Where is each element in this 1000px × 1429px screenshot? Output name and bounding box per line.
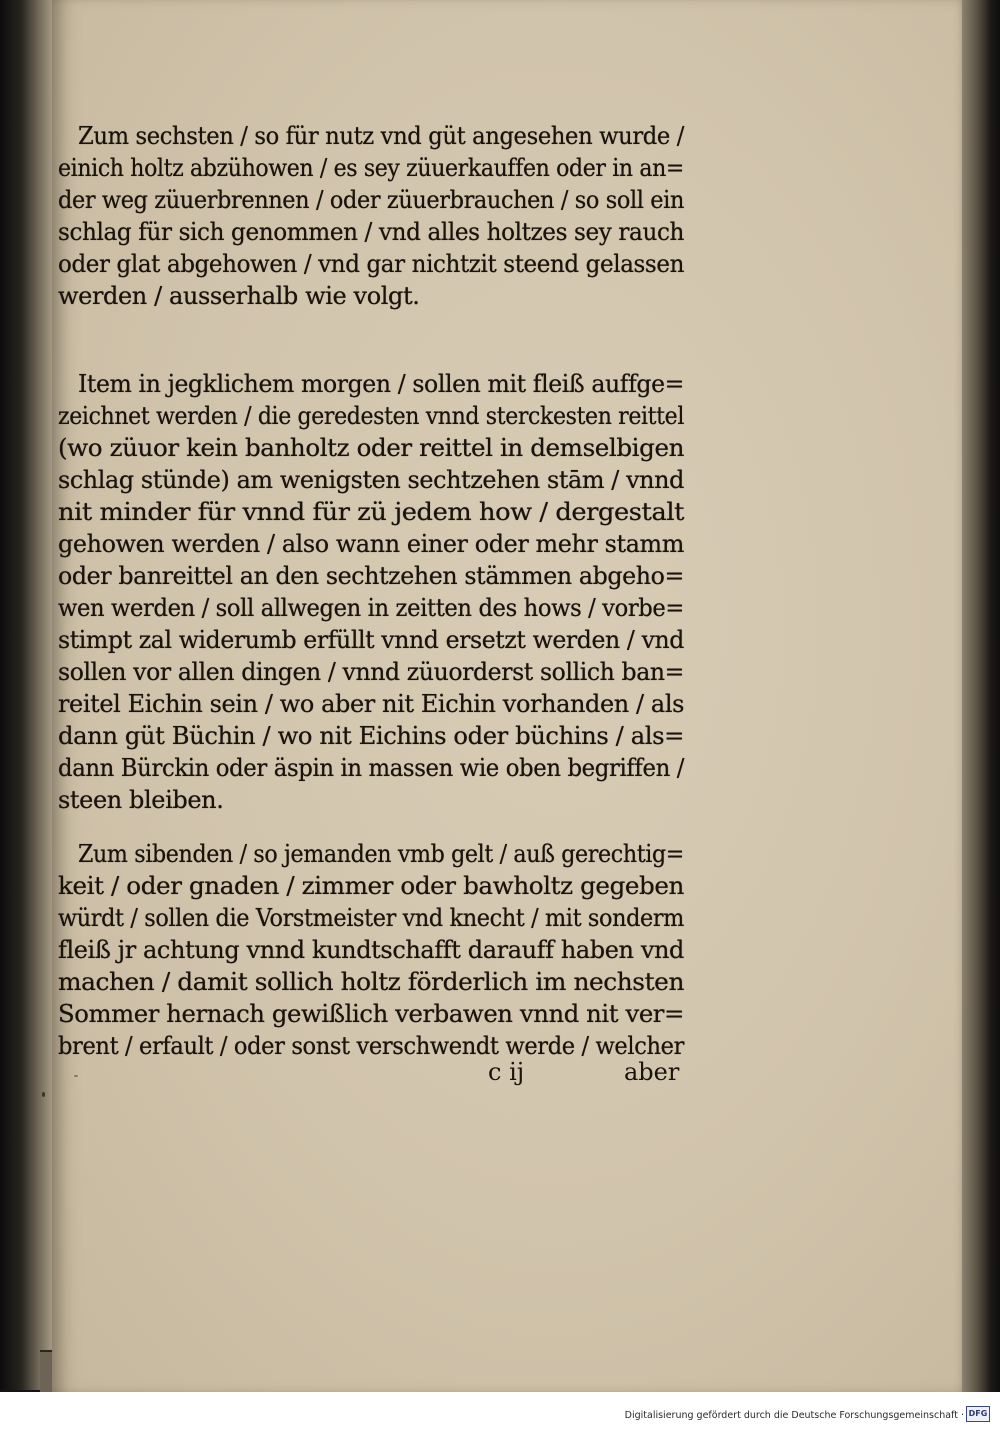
ink-speck [74, 1075, 78, 1077]
text-line: dann Bürckin oder äspin in massen wie oben begriffen / [58, 754, 684, 782]
text-line: keit / oder gnaden / zimmer oder bawholtz gegeben [58, 872, 684, 900]
catchword: aber [624, 1058, 680, 1086]
text-line: oder banreittel an den sechtzehen stämmen abgeho= [58, 562, 684, 590]
text-line: dann güt Büchin / wo nit Eichins oder büchins / als= [58, 722, 684, 750]
text-line: (wo züuor kein banholtz oder reittel in demselbigen [58, 434, 685, 462]
text-line: werden / ausserhalb wie volgt. [58, 282, 420, 310]
text-line: reitel Eichin sein / wo aber nit Eichin vorhanden / als [58, 690, 684, 718]
text-line: der weg züuerbrennen / oder züuerbrauchen / so soll ein [58, 186, 684, 214]
text-line: Zum sibenden / so jemanden vmb gelt / auß gerechtig= [78, 840, 684, 868]
text-line: wen werden / soll allwegen in zeitten des hows / vorbe= [58, 594, 684, 622]
funding-notice: Digitalisierung gefördert durch die Deutsche Forschungsgemeinschaft · [624, 1410, 964, 1421]
text-line: schlag stünde) am wenigsten sechtzehen stām / vnnd [58, 466, 684, 494]
ink-speck [42, 1092, 45, 1097]
text-line: Sommer hernach gewißlich verbawen vnnd nit ver= [58, 1000, 684, 1028]
page-right-edge [962, 0, 1000, 1392]
text-line: machen / damit sollich holtz förderlich im nechsten [58, 968, 684, 996]
text-line: fleiß jr achtung vnnd kundtschafft darauff haben vnd [58, 936, 684, 964]
text-line: sollen vor allen dingen / vnnd züuorderst sollich ban= [58, 658, 684, 686]
text-line: einich holtz abzühowen / es sey züuerkauffen oder in an= [58, 154, 684, 182]
book-page [52, 0, 964, 1392]
dfg-logo: DFG [966, 1406, 990, 1422]
signature-mark: c ij [488, 1058, 525, 1086]
text-line: stimpt zal widerumb erfüllt vnnd ersetzt werden / vnd [58, 626, 684, 654]
text-line: steen bleiben. [58, 786, 224, 814]
text-line: zeichnet werden / die geredesten vnnd sterckesten reittel [58, 402, 684, 430]
text-line: Zum sechsten / so für nutz vnd güt angesehen wurde / [78, 122, 684, 150]
text-line: nit minder für vnnd für zü jedem how / dergestalt [58, 498, 684, 526]
text-line: oder glat abgehowen / vnd gar nichtzit steend gelassen [58, 250, 684, 278]
text-line: schlag für sich genommen / vnd alles holtzes sey rauch [58, 218, 684, 246]
text-line: brent / erfault / oder sonst verschwendt werde / welcher [58, 1032, 684, 1060]
text-line: Item in jegklichem morgen / sollen mit fleiß auffge= [78, 370, 684, 398]
text-line: würdt / sollen die Vorstmeister vnd knecht / mit sonderm [58, 904, 684, 932]
text-line: gehowen werden / also wann einer oder mehr stamm [58, 530, 684, 558]
